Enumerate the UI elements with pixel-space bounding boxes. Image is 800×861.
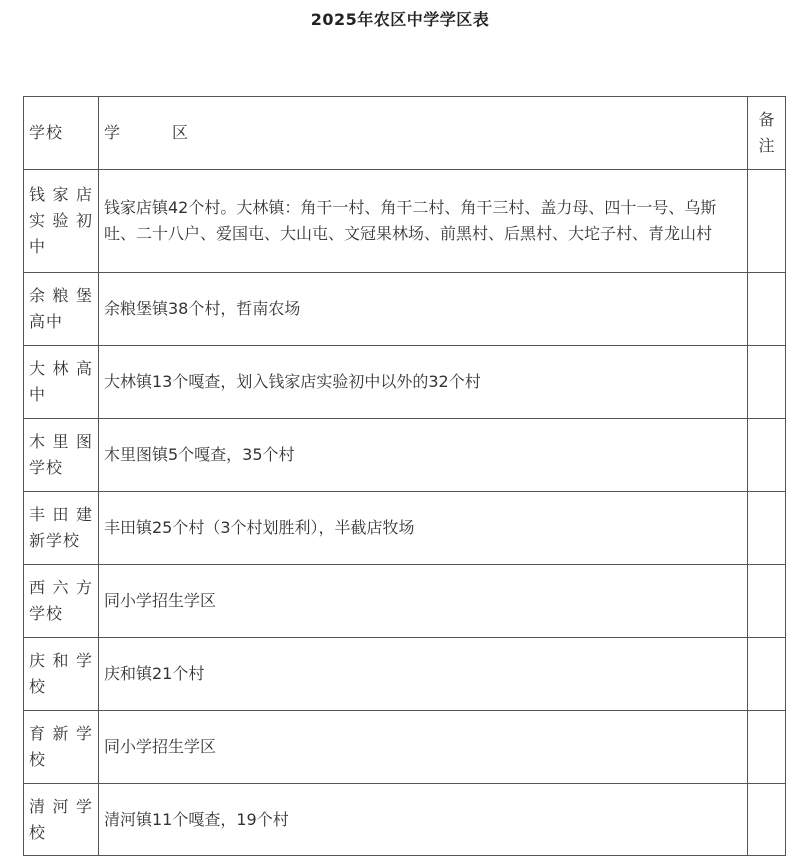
school-name: 钱家店实验初中 [24,170,99,273]
school-name: 丰田建新学校 [24,492,99,565]
table-row [24,638,786,711]
district-description: 同小学招生学区 [99,711,748,784]
note-cell [748,638,786,711]
note-cell [748,492,786,565]
page-title: 2025年农区中学学区表 [310,10,490,29]
school-name: 木里图学校 [24,419,99,492]
table-row [24,565,786,638]
table-row [24,711,786,784]
school-name: 育新学校 [24,711,99,784]
note-cell [748,419,786,492]
header-district [99,97,748,170]
note-cell [748,346,786,419]
school-name: 西六方学校 [24,565,99,638]
district-description: 钱家店镇42个村。大林镇：角干一村、角干二村、角干三村、盖力母、四十一号、乌斯吐、二十八户、爱国屯、大山屯、文冠果林场、前黑村、后黑村、大坨子村、青龙山村 [99,170,748,273]
note-cell [748,784,786,856]
note-cell [748,170,786,273]
table-row [24,346,786,419]
table-row [24,273,786,346]
school-name: 余粮堡高中 [24,273,99,346]
district-description: 余粮堡镇38个村，哲南农场 [99,273,748,346]
table-header-row [24,97,786,170]
header-district-char-2: 区 [172,123,189,142]
note-cell [748,711,786,784]
header-school: 学校 [24,97,99,170]
school-district-table [23,96,786,856]
district-description: 庆和镇21个村 [99,638,748,711]
district-description: 同小学招生学区 [99,565,748,638]
table-row [24,170,786,273]
district-description: 清河镇11个嘎查，19个村 [99,784,748,856]
school-name: 庆和学校 [24,638,99,711]
district-description: 木里图镇5个嘎查，35个村 [99,419,748,492]
table-row [24,784,786,856]
district-description: 大林镇13个嘎查，划入钱家店实验初中以外的32个村 [99,346,748,419]
note-cell [748,273,786,346]
school-name: 清河学校 [24,784,99,856]
header-note: 备注 [748,97,786,170]
school-name: 大林高中 [24,346,99,419]
header-district-char-1: 学 [104,123,121,142]
district-description: 丰田镇25个村（3个村划胜利），半截店牧场 [99,492,748,565]
note-cell [748,565,786,638]
table-row [24,492,786,565]
table-row [24,419,786,492]
